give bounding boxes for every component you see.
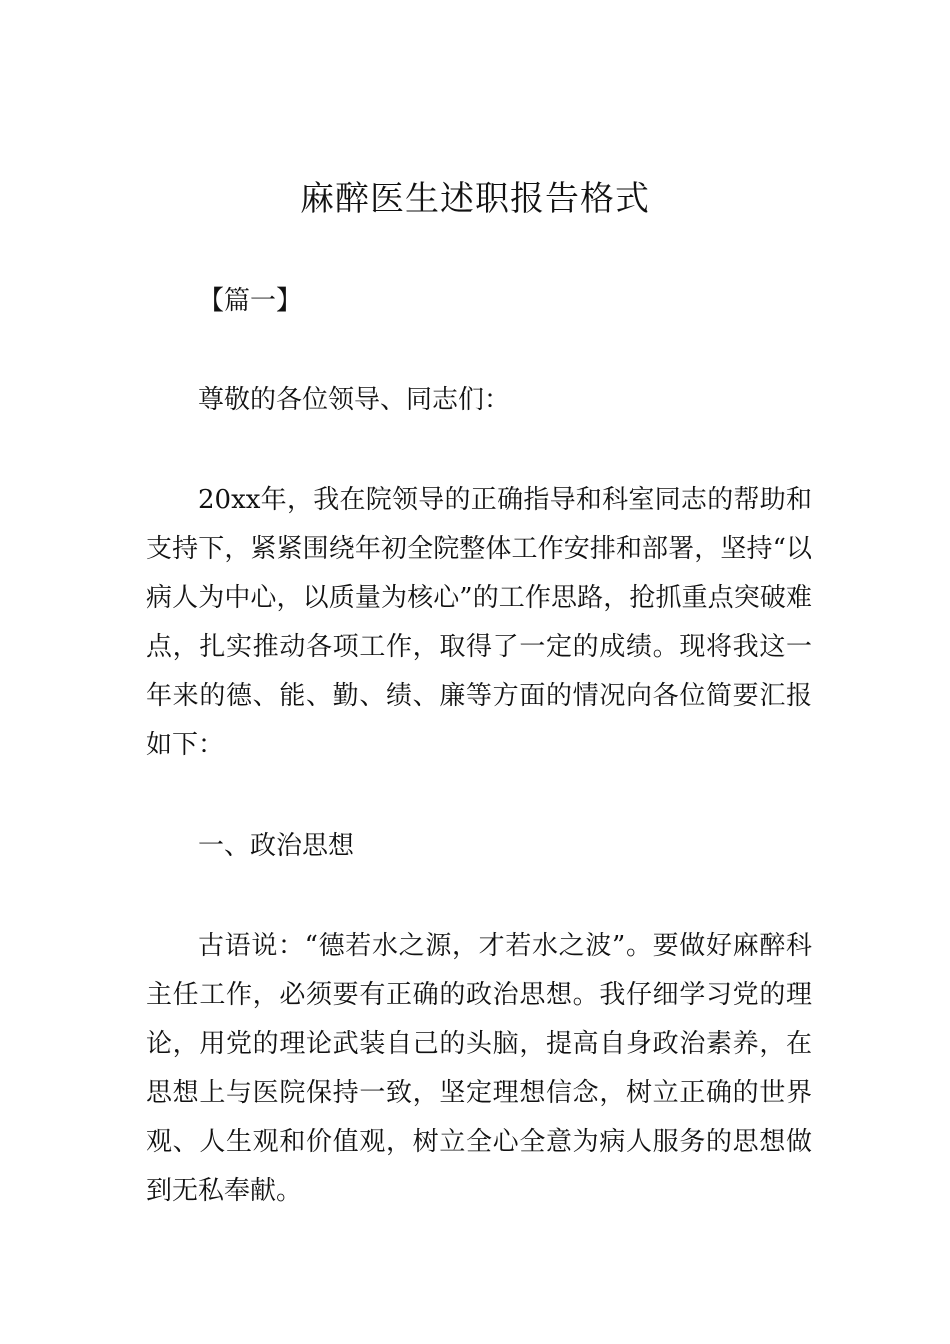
greeting-line: 尊敬的各位领导、同志们： <box>198 385 511 415</box>
body-paragraph: 古语说：“德若水之源，才若水之波”。要做好麻醉科主任工作，必须要有正确的政治思想。我仔细学习党的理论，用党的理论武装自己的头脑，提高自身政治素养，在思想上与医院保持一致，坚定理想信念，树立正确的世界观、人生观和价值观，树立全心全意为病人服务的思想做到无私奉献。 <box>146 931 812 1206</box>
section-label: 【篇一】 <box>198 286 303 316</box>
document-title: 麻醉医生述职报告格式 <box>300 179 650 219</box>
section-heading: 一、政治思想 <box>198 831 355 861</box>
body-paragraph: 20xx年，我在院领导的正确指导和科室同志的帮助和支持下，紧紧围绕年初全院整体工作安排和部署，坚持“以病人为中心，以质量为核心”的工作思路，抢抓重点突破难点，扎实推动各项工作，取得了一定的成绩。现将我这一年来的德、能、勤、绩、廉等方面的情况向各位简要汇报如下： <box>146 485 812 760</box>
